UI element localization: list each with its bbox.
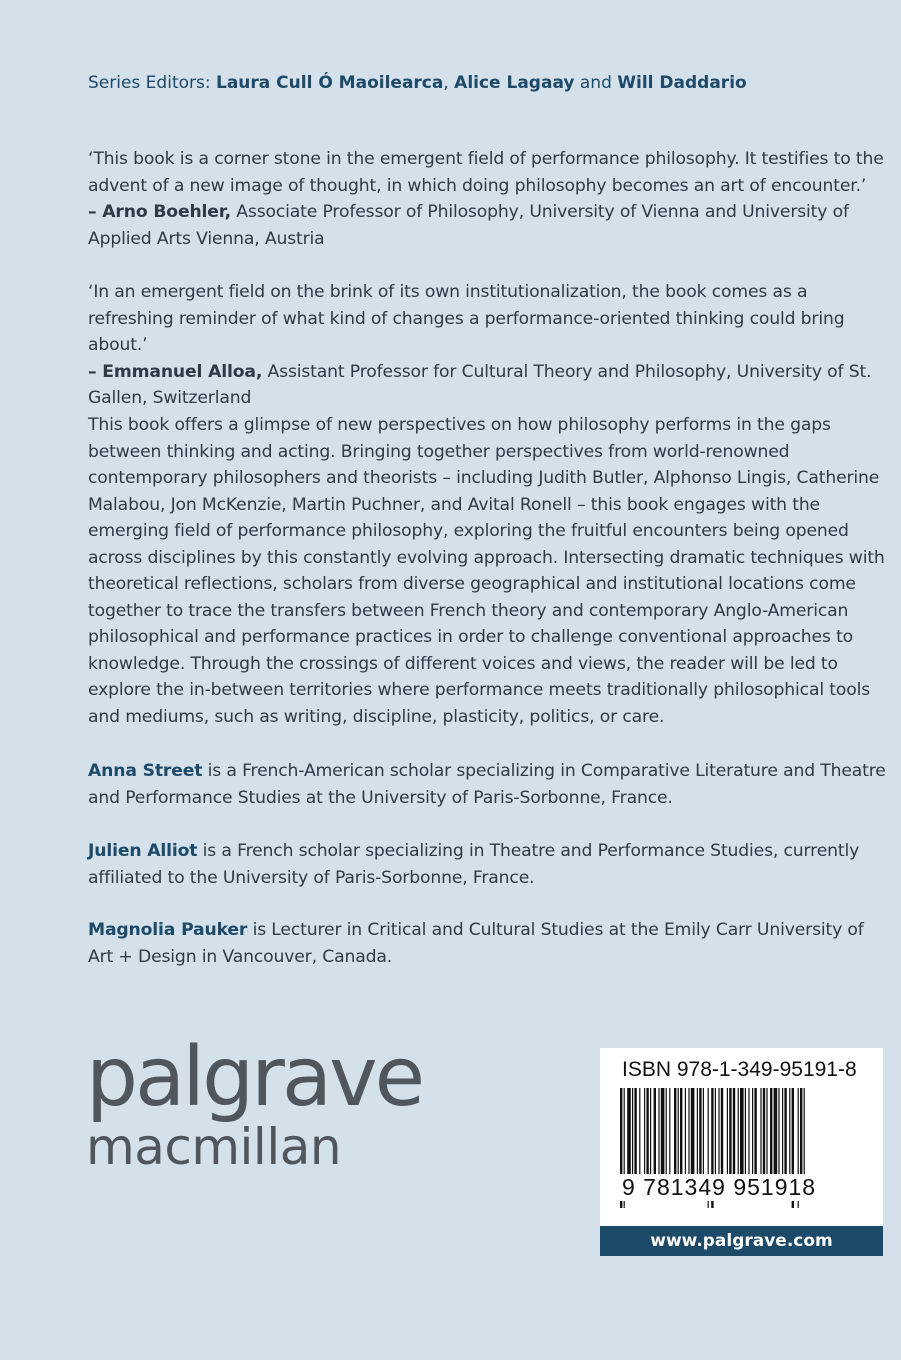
author-bio bbox=[88, 917, 888, 970]
isbn-barcode-box bbox=[600, 1048, 883, 1256]
quote-author: – Arno Boehler, bbox=[88, 202, 231, 222]
endorsement-quote bbox=[88, 146, 888, 252]
author-name: Anna Street bbox=[88, 761, 203, 781]
quote-author: – Emmanuel Alloa, bbox=[88, 361, 263, 382]
isbn-label: ISBN 978-1-349-95191-8 bbox=[622, 1058, 857, 1081]
author-bio-text: is Lecturer in Critical and Cultural Studies at the Emily Carr University of Art + Design in Vancouver, Canada. bbox=[88, 920, 864, 967]
logo-line-palgrave: palgrave bbox=[86, 1030, 423, 1125]
author-bio bbox=[88, 758, 888, 811]
book-description: This book offers a glimpse of new perspectives on how philosophy performs in the gaps between thinking and acting. Bringing together perspectives from world-renowned contemporary philosophers and theorists – including Judith Butler, Alphonso Lingis, Catherine Malabou, Jon McKenzie, Martin Puchner, and Avital Ronell – this book engages with the emerging field of performance philosophy, exploring the fruitful encounters being opened across disciplines by this constantly evolving approach. Intersecting dramatic techniques with theoretical reflections, scholars from diverse geographical and institutional locations come together to trace the transfers between French theory and contemporary Anglo-American philosophical and performance practices in order to challenge conventional approaches to knowledge. Through the crossings of different voices and views, the reader will be led to explore the in-between territories where performance meets traditionally philosophical tools and mediums, such as writing, discipline, plasticity, politics, or care. bbox=[88, 415, 885, 727]
logo-line-macmillan: macmillan bbox=[86, 1118, 342, 1176]
publisher-url: www.palgrave.com bbox=[600, 1226, 883, 1256]
quote-affiliation: Assistant Professor for Cultural Theory and Philosophy, University of St. Gallen, Switzerland bbox=[88, 361, 872, 408]
separator: , bbox=[443, 73, 455, 93]
quote-attribution bbox=[88, 359, 888, 412]
quote-affiliation: Associate Professor of Philosophy, University of Vienna and University of Applied Arts Vienna, Austria bbox=[88, 202, 849, 249]
quote-text: ‘In an emergent field on the brink of its own institutionalization, the book comes as a refreshing reminder of what kind of changes a performance-oriented thinking could bring about.’ bbox=[88, 282, 845, 355]
author-bio-text: is a French-American scholar specializing in Comparative Literature and Theatre and Performance Studies at the University of Paris-Sorbonne, France. bbox=[88, 761, 886, 808]
endorsement-quote bbox=[88, 279, 888, 412]
publisher-logo bbox=[86, 1030, 423, 1177]
quote-attribution bbox=[88, 199, 888, 252]
quote-text: ‘This book is a corner stone in the emergent field of performance philosophy. It testifies to the advent of a new image of thought, in which doing philosophy becomes an art of encounter.’ bbox=[88, 149, 884, 196]
series-editors bbox=[88, 70, 747, 96]
series-editors-label: Series Editors: bbox=[88, 73, 216, 93]
editor-name: Will Daddario bbox=[617, 73, 747, 93]
author-name: Julien Alliot bbox=[88, 841, 198, 861]
author-name: Magnolia Pauker bbox=[88, 920, 248, 940]
editor-name: Alice Lagaay bbox=[454, 73, 575, 93]
author-bio bbox=[88, 838, 888, 891]
separator: and bbox=[574, 73, 618, 93]
editor-name: Laura Cull Ó Maoilearca bbox=[215, 73, 444, 93]
barcode-digits: 9 781349 951918 bbox=[622, 1174, 817, 1200]
author-bio-text: is a French scholar specializing in Theatre and Performance Studies, currently affiliated to the University of Paris-Sorbonne, France. bbox=[88, 841, 860, 888]
